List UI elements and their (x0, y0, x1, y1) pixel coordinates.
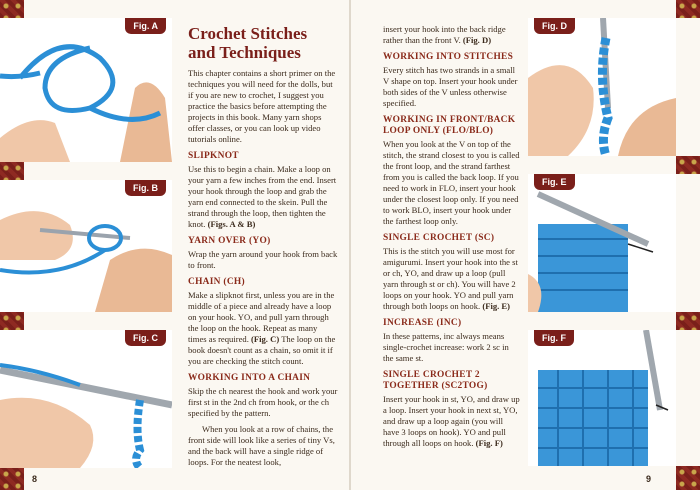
border-strip (676, 466, 700, 490)
right-text-column (383, 24, 521, 454)
border-strip (0, 162, 24, 180)
chapter-title: Crochet Stitches and Techniques (188, 24, 308, 62)
inc-heading: INCREASE (INC) (383, 318, 462, 328)
border-strip (676, 156, 700, 174)
figure-f-photo (528, 330, 676, 466)
figure-a-label: Fig. A (125, 18, 166, 34)
figure-e-label: Fig. E (534, 174, 575, 190)
sc2tog-heading: SINGLE CROCHET 2 TOGETHER (SC2TOG) (383, 370, 488, 391)
chain-paragraph: Make a slipknot first, unless you are in the middle of a piece and already have a loop on your hook. YO, and pull yarn through the loop on the hook. Repeat as many times as required. (Fig. C) The loop on the book doesn't count as a chain, so omit it if you are checking the stitch count. (188, 290, 336, 366)
figure-b-photo (0, 180, 172, 312)
page-number-right: 9 (646, 474, 652, 484)
into-stitches-heading: WORKING INTO STITCHES (383, 52, 514, 62)
yarnover-paragraph: Wrap the yarn around your hook from back to front. (188, 249, 338, 270)
border-strip (676, 312, 700, 330)
sc-heading: SINGLE CROCHET (SC) (383, 233, 495, 243)
into-stitches-paragraph: Every stitch has two strands in a small V shape on top. Insert your hook under both sides of the V unless otherwise specified. (383, 65, 518, 108)
slipknot-paragraph: Use this to begin a chain. Make a loop on your yarn a few inches from the end. Insert your hook through the loop and grab the yarn end connected to the skein. Pull the strand through the loop, then tighten the knot. (Figs. A & B) (188, 164, 337, 229)
page-number-left: 8 (32, 474, 38, 484)
slipknot-heading: SLIPKNOT (188, 151, 239, 161)
inc-paragraph: In these patterns, inc always means single-crochet increase: work 2 sc in the same st. (383, 331, 509, 363)
flo-blo-paragraph: When you look at the V on top of the stitch, the strand closest to you is called the front loop, and the strand farthest from you is called the back loop. If you need to work in FLO, insert your hook under the closest loop only. If you need to work BLO, insert your hook under the farthest loop only. (383, 139, 520, 226)
yarnover-heading: YARN OVER (YO) (188, 236, 271, 246)
border-strip (0, 0, 24, 18)
continued-paragraph: insert your hook into the back ridge rather than the front V. (Fig. D) (383, 24, 506, 45)
book-gutter (349, 0, 351, 490)
figure-ref: (Fig. F) (475, 438, 503, 448)
figure-ref: (Fig. E) (482, 301, 511, 311)
figure-ref: (Fig. C) (251, 334, 280, 344)
figure-ref: (Figs. A & B) (207, 219, 256, 229)
figure-b-label: Fig. B (125, 180, 166, 196)
flo-blo-heading: WORKING IN FRONT/BACK LOOP ONLY (FLO/BLO) (383, 115, 516, 136)
figure-c-photo (0, 330, 172, 468)
figure-f-label: Fig. F (534, 330, 574, 346)
figure-ref: (Fig. D) (462, 35, 492, 45)
border-strip (0, 312, 24, 330)
into-chain-heading: WORKING INTO A CHAIN (188, 373, 311, 383)
left-text-column (188, 24, 338, 473)
sc-paragraph: This is the stitch you will use most for amigurumi. Insert your hook into the st or ch, YO, and draw up a loop (pull yarn through st or ch). You will have 2 loops on your hook. YO and pull yarn through both loops on hook. (Fig. E) (383, 246, 518, 311)
sc2tog-paragraph: Insert your hook in st, YO, and draw up a loop. Insert your hook in next st, YO, and draw up a loop again (you will have 3 loops on hook). YO and pull through all loops on hook. (Fig. F) (383, 394, 520, 448)
into-chain-paragraph: Skip the ch nearest the hook and work your first st in the 2nd ch from hook, or the ch specified by the pattern. (188, 386, 338, 418)
figure-d-photo (528, 18, 676, 156)
border-strip (0, 468, 24, 490)
into-chain-paragraph-2: When you look at a row of chains, the front side will look like a series of tiny Vs, and the back will have a single ridge of loops. For the neatest look, (188, 424, 335, 467)
intro-paragraph: This chapter contains a short primer on the techniques you will need for the dolls, but if you are new to crochet, I suggest you practice the basics before attempting the projects in this book. Many yarn shops offer classes, or you can look up video tutorials online. (188, 68, 336, 144)
figure-e-photo (528, 174, 676, 312)
figure-c-label: Fig. C (125, 330, 166, 346)
figure-a-photo (0, 18, 172, 162)
chain-heading: CHAIN (CH) (188, 277, 245, 287)
border-strip (676, 0, 700, 18)
figure-d-label: Fig. D (534, 18, 575, 34)
